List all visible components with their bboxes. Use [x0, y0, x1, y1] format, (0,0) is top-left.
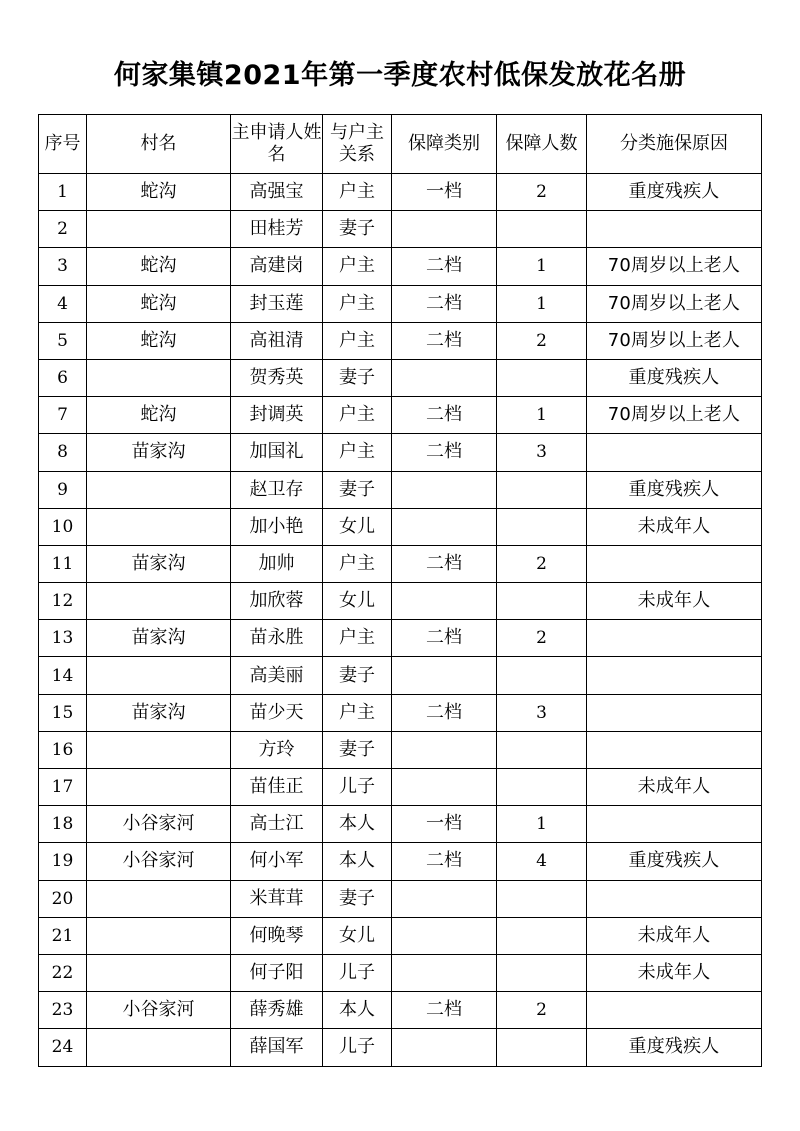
category-cell — [392, 731, 497, 768]
reason-cell — [587, 694, 762, 731]
category-cell — [392, 769, 497, 806]
row-number-cell: 23 — [39, 992, 87, 1029]
row-number-cell: 3 — [39, 248, 87, 285]
table-row — [39, 397, 762, 434]
count-cell — [497, 471, 587, 508]
row-number-cell: 2 — [39, 211, 87, 248]
village-cell — [87, 917, 231, 954]
relation-cell: 户主 — [323, 397, 392, 434]
row-number-cell: 10 — [39, 508, 87, 545]
relation-cell: 本人 — [323, 843, 392, 880]
row-number-cell: 13 — [39, 620, 87, 657]
row-number-cell: 21 — [39, 917, 87, 954]
applicant-name-cell: 薛国军 — [231, 1029, 323, 1066]
reason-cell: 未成年人 — [587, 769, 762, 806]
relation-cell: 本人 — [323, 992, 392, 1029]
reason-cell — [587, 806, 762, 843]
table-row — [39, 211, 762, 248]
village-cell: 小谷家河 — [87, 992, 231, 1029]
reason-cell: 70周岁以上老人 — [587, 397, 762, 434]
count-cell: 1 — [497, 397, 587, 434]
header-cell-reason: 分类施保原因 — [587, 115, 762, 174]
count-cell: 2 — [497, 322, 587, 359]
header-cell-category: 保障类别 — [392, 115, 497, 174]
category-cell — [392, 359, 497, 396]
relation-cell: 女儿 — [323, 508, 392, 545]
village-cell: 苗家沟 — [87, 620, 231, 657]
village-cell — [87, 731, 231, 768]
row-number-cell: 17 — [39, 769, 87, 806]
count-cell: 1 — [497, 285, 587, 322]
table-row — [39, 508, 762, 545]
table-row — [39, 843, 762, 880]
relation-cell: 儿子 — [323, 769, 392, 806]
applicant-name-cell: 何小军 — [231, 843, 323, 880]
reason-cell: 70周岁以上老人 — [587, 248, 762, 285]
row-number-cell: 15 — [39, 694, 87, 731]
row-number-cell: 12 — [39, 583, 87, 620]
table-row — [39, 769, 762, 806]
category-cell: 二档 — [392, 322, 497, 359]
village-cell: 小谷家河 — [87, 843, 231, 880]
table-header — [39, 115, 762, 174]
village-cell: 蛇沟 — [87, 174, 231, 211]
count-cell: 2 — [497, 992, 587, 1029]
applicant-name-cell: 高祖清 — [231, 322, 323, 359]
row-number-cell: 4 — [39, 285, 87, 322]
applicant-name-cell: 加欣蓉 — [231, 583, 323, 620]
relation-cell: 户主 — [323, 434, 392, 471]
village-cell: 小谷家河 — [87, 806, 231, 843]
category-cell — [392, 211, 497, 248]
count-cell — [497, 657, 587, 694]
category-cell — [392, 1029, 497, 1066]
row-number-cell: 5 — [39, 322, 87, 359]
applicant-name-cell: 田桂芳 — [231, 211, 323, 248]
applicant-name-cell: 高士江 — [231, 806, 323, 843]
relation-cell: 妻子 — [323, 471, 392, 508]
count-cell — [497, 917, 587, 954]
reason-cell: 重度残疾人 — [587, 843, 762, 880]
count-cell: 1 — [497, 806, 587, 843]
count-cell: 2 — [497, 545, 587, 582]
row-number-cell: 18 — [39, 806, 87, 843]
header-cell-relation: 与户主关系 — [323, 115, 392, 174]
table-row — [39, 731, 762, 768]
table-row — [39, 620, 762, 657]
count-cell — [497, 954, 587, 991]
reason-cell — [587, 731, 762, 768]
count-cell — [497, 1029, 587, 1066]
village-cell — [87, 657, 231, 694]
applicant-name-cell: 加帅 — [231, 545, 323, 582]
applicant-name-cell: 加小艳 — [231, 508, 323, 545]
category-cell: 二档 — [392, 992, 497, 1029]
village-cell — [87, 954, 231, 991]
table-row — [39, 359, 762, 396]
row-number-cell: 20 — [39, 880, 87, 917]
village-cell — [87, 880, 231, 917]
relation-cell: 妻子 — [323, 731, 392, 768]
applicant-name-cell: 高强宝 — [231, 174, 323, 211]
relation-cell: 户主 — [323, 248, 392, 285]
applicant-name-cell: 何晚琴 — [231, 917, 323, 954]
village-cell: 蛇沟 — [87, 322, 231, 359]
applicant-name-cell: 高建岗 — [231, 248, 323, 285]
village-cell: 蛇沟 — [87, 397, 231, 434]
applicant-name-cell: 贺秀英 — [231, 359, 323, 396]
count-cell — [497, 508, 587, 545]
row-number-cell: 24 — [39, 1029, 87, 1066]
header-cell-village: 村名 — [87, 115, 231, 174]
applicant-name-cell: 赵卫存 — [231, 471, 323, 508]
relation-cell: 户主 — [323, 285, 392, 322]
applicant-name-cell: 方玲 — [231, 731, 323, 768]
table-row — [39, 880, 762, 917]
count-cell: 3 — [497, 694, 587, 731]
category-cell: 二档 — [392, 285, 497, 322]
row-number-cell: 1 — [39, 174, 87, 211]
relation-cell: 户主 — [323, 545, 392, 582]
row-number-cell: 9 — [39, 471, 87, 508]
category-cell: 二档 — [392, 694, 497, 731]
row-number-cell: 22 — [39, 954, 87, 991]
category-cell: 二档 — [392, 248, 497, 285]
count-cell — [497, 359, 587, 396]
table-row — [39, 434, 762, 471]
table-row — [39, 694, 762, 731]
category-cell — [392, 508, 497, 545]
relation-cell: 户主 — [323, 694, 392, 731]
reason-cell: 70周岁以上老人 — [587, 322, 762, 359]
table-row — [39, 806, 762, 843]
count-cell — [497, 583, 587, 620]
row-number-cell: 16 — [39, 731, 87, 768]
reason-cell — [587, 211, 762, 248]
reason-cell — [587, 545, 762, 582]
village-cell — [87, 471, 231, 508]
table-body — [39, 174, 762, 1067]
row-number-cell: 7 — [39, 397, 87, 434]
reason-cell: 未成年人 — [587, 917, 762, 954]
header-cell-count: 保障人数 — [497, 115, 587, 174]
table-row — [39, 285, 762, 322]
roster-table — [38, 114, 762, 1067]
reason-cell: 重度残疾人 — [587, 471, 762, 508]
village-cell: 苗家沟 — [87, 694, 231, 731]
applicant-name-cell: 加国礼 — [231, 434, 323, 471]
table-row — [39, 471, 762, 508]
table-row — [39, 322, 762, 359]
village-cell — [87, 508, 231, 545]
count-cell — [497, 880, 587, 917]
category-cell — [392, 583, 497, 620]
relation-cell: 妻子 — [323, 657, 392, 694]
applicant-name-cell: 苗永胜 — [231, 620, 323, 657]
count-cell — [497, 769, 587, 806]
document-title: 何家集镇2021年第一季度农村低保发放花名册 — [113, 60, 687, 91]
reason-cell: 重度残疾人 — [587, 1029, 762, 1066]
count-cell: 3 — [497, 434, 587, 471]
category-cell — [392, 471, 497, 508]
village-cell: 苗家沟 — [87, 434, 231, 471]
reason-cell: 重度残疾人 — [587, 174, 762, 211]
relation-cell: 女儿 — [323, 583, 392, 620]
reason-cell — [587, 620, 762, 657]
category-cell: 二档 — [392, 545, 497, 582]
reason-cell — [587, 880, 762, 917]
relation-cell: 户主 — [323, 174, 392, 211]
row-number-cell: 6 — [39, 359, 87, 396]
village-cell — [87, 211, 231, 248]
row-number-cell: 11 — [39, 545, 87, 582]
applicant-name-cell: 封玉莲 — [231, 285, 323, 322]
category-cell — [392, 880, 497, 917]
table-row — [39, 992, 762, 1029]
category-cell — [392, 954, 497, 991]
table-row — [39, 954, 762, 991]
table-row — [39, 174, 762, 211]
count-cell: 1 — [497, 248, 587, 285]
village-cell — [87, 1029, 231, 1066]
header-cell-no: 序号 — [39, 115, 87, 174]
reason-cell — [587, 992, 762, 1029]
header-cell-applicant-name: 主申请人姓名 — [231, 115, 323, 174]
row-number-cell: 19 — [39, 843, 87, 880]
relation-cell: 妻子 — [323, 880, 392, 917]
relation-cell: 妻子 — [323, 359, 392, 396]
count-cell — [497, 731, 587, 768]
category-cell: 二档 — [392, 397, 497, 434]
header-row — [39, 115, 762, 174]
relation-cell: 户主 — [323, 620, 392, 657]
table-row — [39, 1029, 762, 1066]
relation-cell: 儿子 — [323, 1029, 392, 1066]
applicant-name-cell: 米茸茸 — [231, 880, 323, 917]
village-cell: 苗家沟 — [87, 545, 231, 582]
applicant-name-cell: 苗佳正 — [231, 769, 323, 806]
village-cell — [87, 583, 231, 620]
table-row — [39, 917, 762, 954]
reason-cell: 未成年人 — [587, 508, 762, 545]
count-cell — [497, 211, 587, 248]
category-cell — [392, 657, 497, 694]
relation-cell: 户主 — [323, 322, 392, 359]
row-number-cell: 8 — [39, 434, 87, 471]
applicant-name-cell: 苗少天 — [231, 694, 323, 731]
reason-cell: 未成年人 — [587, 583, 762, 620]
category-cell: 一档 — [392, 174, 497, 211]
village-cell: 蛇沟 — [87, 248, 231, 285]
relation-cell: 妻子 — [323, 211, 392, 248]
applicant-name-cell: 高美丽 — [231, 657, 323, 694]
category-cell: 一档 — [392, 806, 497, 843]
count-cell: 4 — [497, 843, 587, 880]
applicant-name-cell: 封调英 — [231, 397, 323, 434]
count-cell: 2 — [497, 174, 587, 211]
reason-cell: 重度残疾人 — [587, 359, 762, 396]
category-cell: 二档 — [392, 434, 497, 471]
applicant-name-cell: 何子阳 — [231, 954, 323, 991]
category-cell: 二档 — [392, 843, 497, 880]
category-cell: 二档 — [392, 620, 497, 657]
reason-cell: 未成年人 — [587, 954, 762, 991]
table-row — [39, 657, 762, 694]
table-row — [39, 583, 762, 620]
relation-cell: 本人 — [323, 806, 392, 843]
village-cell — [87, 769, 231, 806]
relation-cell: 儿子 — [323, 954, 392, 991]
reason-cell — [587, 434, 762, 471]
table-row — [39, 545, 762, 582]
relation-cell: 女儿 — [323, 917, 392, 954]
village-cell: 蛇沟 — [87, 285, 231, 322]
reason-cell: 70周岁以上老人 — [587, 285, 762, 322]
reason-cell — [587, 657, 762, 694]
row-number-cell: 14 — [39, 657, 87, 694]
table-row — [39, 248, 762, 285]
count-cell: 2 — [497, 620, 587, 657]
applicant-name-cell: 薛秀雄 — [231, 992, 323, 1029]
village-cell — [87, 359, 231, 396]
category-cell — [392, 917, 497, 954]
